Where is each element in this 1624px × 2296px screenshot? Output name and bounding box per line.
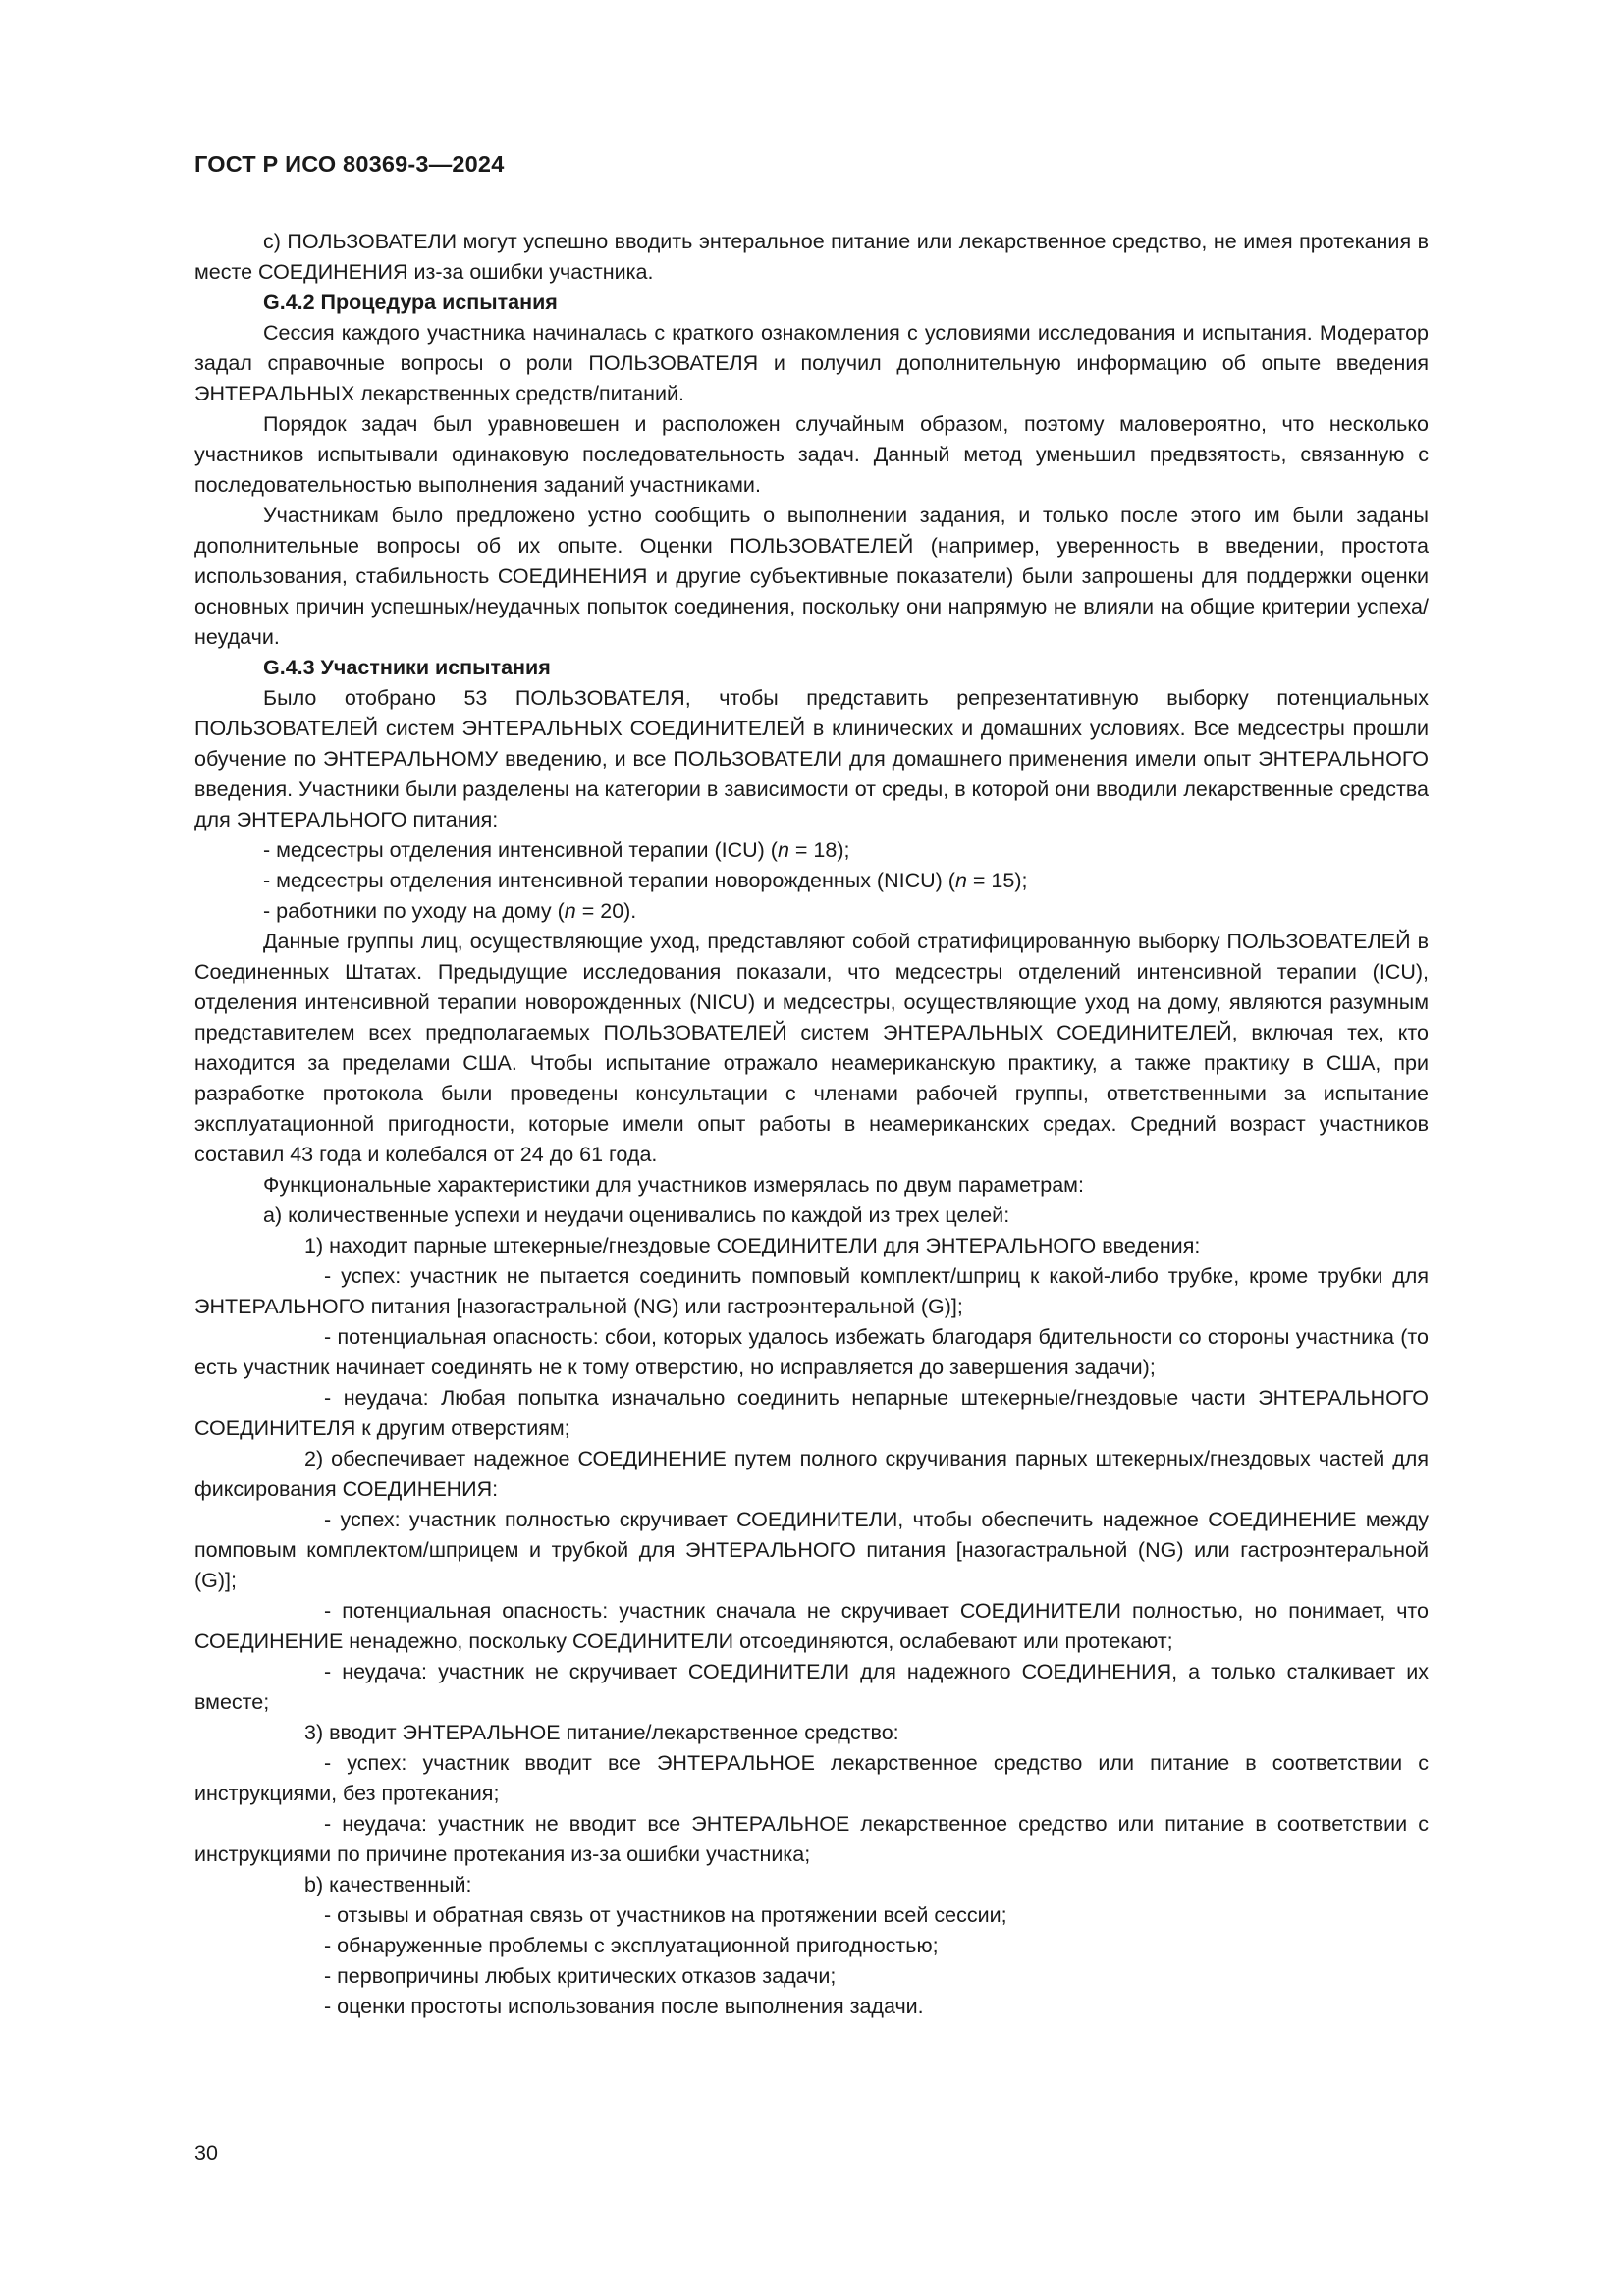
paragraph: Функциональные характеристики для участников измерялась по двум параметрам: [263,1173,1084,1197]
page-number: 30 [194,2141,218,2164]
criterion-success: - успех: участник вводит все ЭНТЕРАЛЬНОЕ лекарственное средство или питание в соответствии с инструкциями, без протекания; [194,1751,1429,1805]
list-item-a2: 2) обеспечивает надежное СОЕДИНЕНИЕ путем полного скручивания парных штекерных/гнездовых частей для фиксирования СОЕДИНЕНИЯ: [194,1447,1429,1501]
paragraph: Сессия каждого участника начиналась с краткого ознакомления с условиями исследования и испытания. Модератор задал справочные вопросы о роли ПОЛЬЗОВАТЕЛЯ и получил дополнительную информацию об опыте введения ЭНТЕРАЛЬНЫХ лекарственных средств/питаний. [194,321,1429,405]
paragraph: Данные группы лиц, осуществляющие уход, представляют собой стратифицированную выборку ПОЛЬЗОВАТЕЛЕЙ в Соединенных Штатах. Предыдущие исследования показали, что медсестры отделений интенсивной терапии (ICU), отделения интенсивной терапии новорожденных (NICU) и медсестры, осуществляющие уход на дому, являются разумным представителем всех предполагаемых ПОЛЬЗОВАТЕЛЕЙ систем ЭНТЕРАЛЬНЫХ СОЕДИНИТЕЛЕЙ, включая тех, кто находится за пределами США. Чтобы испытание отражало неамериканскую практику, а также практику в США, при разработке протокола были проведены консультации с членами рабочей группы, ответственными за испытание эксплуатационной пригодности, которые имели опыт работы в неамериканских средах. Средний возраст участников составил 43 года и колебался от 24 до 61 года. [194,930,1429,1166]
criterion-failure: - неудача: участник не вводит все ЭНТЕРАЛЬНОЕ лекарственное средство или питание в соответствии с инструкциями по причине протекания из-за ошибки участника; [194,1812,1429,1866]
criterion-success: - успех: участник не пытается соединить помповый комплект/шприц к какой-либо трубке, кроме трубки для ЭНТЕРАЛЬНОГО питания [назогастральной (NG) или гастроэнтеральной (G)]; [194,1264,1429,1318]
list-item-a3: 3) вводит ЭНТЕРАЛЬНОЕ питание/лекарственное средство: [304,1721,899,1744]
criterion-hazard: - потенциальная опасность: участник сначала не скручивает СОЕДИНИТЕЛИ полностью, но понимает, что СОЕДИНЕНИЕ ненадежно, поскольку СОЕДИНИТЕЛИ отсоединяются, ослабевают или протекают; [194,1599,1429,1653]
qualitative-item: - отзывы и обратная связь от участников на протяжении всей сессии; [324,1903,1007,1927]
criterion-failure: - неудача: Любая попытка изначально соединить непарные штекерные/гнездовые части ЭНТЕРАЛЬНОГО СОЕДИНИТЕЛЯ к другим отверстиям; [194,1386,1429,1440]
group-item: - работники по уходу на дому (n = 20). [263,899,637,923]
paragraph: Порядок задач был уравновешен и расположен случайным образом, поэтому маловероятно, что несколько участников испытывали одинаковую последовательность задач. Данный метод уменьшил предвзятость, связанную с последовательностью выполнения заданий участниками. [194,412,1429,497]
qualitative-item: - оценки простоты использования после выполнения задачи. [324,1995,924,2018]
list-item-b: b) качественный: [304,1873,472,1896]
criterion-failure: - неудача: участник не скручивает СОЕДИНИТЕЛИ для надежного СОЕДИНЕНИЯ, а только сталкивает их вместе; [194,1660,1429,1714]
document-body [194,227,1429,2022]
list-item-a1: 1) находит парные штекерные/гнездовые СОЕДИНИТЕЛИ для ЭНТЕРАЛЬНОГО введения: [304,1234,1201,1257]
section-heading-g42: G.4.2 Процедура испытания [263,291,558,314]
section-heading-g43: G.4.3 Участники испытания [263,656,551,679]
document-header: ГОСТ Р ИСО 80369-3—2024 [194,151,505,177]
list-item-c: c) ПОЛЬЗОВАТЕЛИ могут успешно вводить энтеральное питание или лекарственное средство, не имея протекания в месте СОЕДИНЕНИЯ из-за ошибки участника. [194,230,1429,284]
group-item: - медсестры отделения интенсивной терапии (ICU) (n = 18); [263,838,850,862]
qualitative-item: - обнаруженные проблемы с эксплуатационной пригодностью; [324,1934,939,1957]
paragraph: Участникам было предложено устно сообщить о выполнении задания, и только после этого им были заданы дополнительные вопросы об их опыте. Оценки ПОЛЬЗОВАТЕЛЕЙ (например, уверенность в введении, простота использования, стабильность СОЕДИНЕНИЯ и другие субъективные показатели) были запрошены для поддержки оценки основных причин успешных/неудачных попыток соединения, поскольку они напрямую не влияли на общие критерии успеха/неудачи. [194,504,1429,649]
list-item-a: a) количественные успехи и неудачи оценивались по каждой из трех целей: [263,1203,1010,1227]
criterion-hazard: - потенциальная опасность: сбои, которых удалось избежать благодаря бдительности со стороны участника (то есть участник начинает соединять не к тому отверстию, но исправляется до завершения задачи); [194,1325,1429,1379]
criterion-success: - успех: участник полностью скручивает СОЕДИНИТЕЛИ, чтобы обеспечить надежное СОЕДИНЕНИЕ между помповым комплектом/шприцем и трубкой для ЭНТЕРАЛЬНОГО питания [назогастральной (NG) или гастроэнтеральной (G)]; [194,1508,1429,1592]
qualitative-item: - первопричины любых критических отказов задачи; [324,1964,837,1988]
group-item: - медсестры отделения интенсивной терапии новорожденных (NICU) (n = 15); [263,869,1028,892]
paragraph: Было отобрано 53 ПОЛЬЗОВАТЕЛЯ, чтобы представить репрезентативную выборку потенциальных ПОЛЬЗОВАТЕЛЕЙ систем ЭНТЕРАЛЬНЫХ СОЕДИНИТЕЛЕЙ в клинических и домашних условиях. Все медсестры прошли обучение по ЭНТЕРАЛЬНОМУ введению, и все ПОЛЬЗОВАТЕЛИ для домашнего применения имели опыт ЭНТЕРАЛЬНОГО введения. Участники были разделены на категории в зависимости от среды, в которой они вводили лекарственные средства для ЭНТЕРАЛЬНОГО питания: [194,686,1429,831]
